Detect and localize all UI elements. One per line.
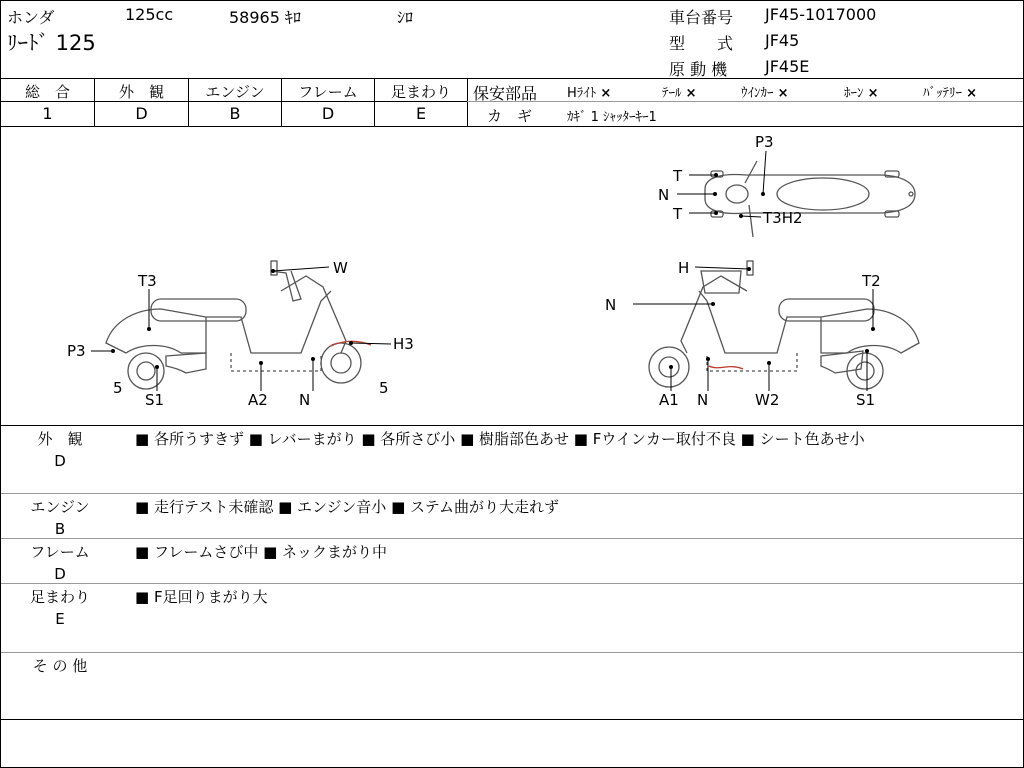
safety-item-battery: ﾊﾞｯﾃﾘｰ × [923,86,978,101]
section-other-label: そ の 他 [32,657,88,675]
diagram-label: W2 [755,391,780,409]
section-engine-text: ■ 走行テスト未確認 ■ エンジン音小 ■ ステム曲がり大走れず [135,498,559,516]
divider [467,78,468,126]
leader-dots [111,173,875,369]
diagram-label: H [678,259,690,277]
divider [1,493,1023,494]
engine-label: 原 動 機 [669,60,728,79]
safety-label: 保安部品 [473,84,538,103]
diagram-label: P3 [755,133,774,151]
safety-item-winker: ｳｲﾝｶｰ × [741,86,789,101]
key-value: ｶｷﾞ 1 ｼｬｯﾀｰｷｰ1 [567,110,657,125]
grade-engine-value: B [229,104,241,123]
mileage: 58965 ｷﾛ [229,8,301,27]
section-frame-text: ■ フレームさび中 ■ ネックまがり中 [135,543,388,561]
leader-lines [91,151,873,391]
diagram-label: H3 [393,335,414,353]
grade-overall-label: 総 合 [24,83,70,101]
divider [1,652,1023,653]
divider [1,425,1023,426]
grade-exterior-value: D [135,104,148,123]
model-name: ﾘｰﾄﾞ 125 [7,31,96,55]
diagram-label: A1 [659,391,679,409]
diagram-label: T3H2 [763,209,803,227]
displacement: 125cc [125,5,174,24]
grade-frame-label: フレーム [298,83,358,101]
safety-item-horn: ﾎｰﾝ × [844,86,879,101]
diagram-label: N [299,391,311,409]
diagram-label: T3 [138,272,157,290]
scooter-top-view [705,161,915,237]
frame-no: JF45-1017000 [765,5,877,24]
key-label: カ ギ [487,107,533,125]
engine-value: JF45E [765,57,810,76]
divider [1,78,1023,79]
section-exterior-text: ■ 各所うすきず ■ レバーまがり ■ 各所さび小 ■ 樹脂部色あせ ■ Fウインカー取付不良 ■ シート色あせ小 [135,430,865,448]
section-engine-label: エンジン B [30,498,90,538]
diagram-label: N [605,296,617,314]
maker: ホンダ [7,8,55,27]
divider [1,719,1023,720]
grade-overall-value: 1 [42,104,53,123]
diagram-label: T [673,205,683,223]
scooter-diagram [1,127,1023,425]
divider [467,101,1023,102]
type-value: JF45 [765,31,800,50]
section-suspension-text: ■ F足回りまがり大 [135,588,268,606]
diagram-label: 5 [113,379,123,397]
divider [1,583,1023,584]
grade-suspension-value: E [415,104,427,123]
diagram-label: W [333,259,348,277]
diagram-label: S1 [145,391,165,409]
grade-frame-value: D [321,104,335,123]
section-frame-label: フレーム D [30,543,90,583]
safety-item-headlight: Hﾗｲﾄ × [567,86,612,101]
grade-engine-label: エンジン [205,83,265,101]
grade-suspension-label: 足まわり [390,83,451,101]
section-suspension-label: 足まわり E [29,588,90,628]
diagram-label: A2 [248,391,268,409]
grade-exterior-label: 外 観 [118,83,164,101]
type-label: 型 式 [669,34,734,53]
diagram-label: T2 [862,272,881,290]
diagram-label: T [673,167,683,185]
frame-no-label: 車台番号 [669,8,734,27]
color: ｼﾛ [397,8,414,27]
diagram-label: P3 [67,342,86,360]
section-exterior-label: 外 観 D [37,430,83,470]
diagram-label: S1 [856,391,876,409]
divider [1,538,1023,539]
diagram-label: N [658,186,670,204]
diagram-label: 5 [379,379,389,397]
safety-item-tail: ﾃｰﾙ × [662,86,697,101]
diagram-label: N [697,391,709,409]
